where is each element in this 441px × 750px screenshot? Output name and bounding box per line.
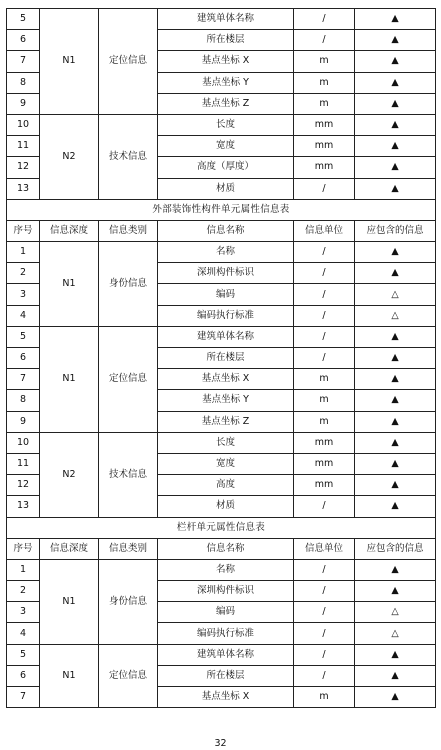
required-mark: ▲ <box>355 432 436 453</box>
required-mark: ▲ <box>355 348 436 369</box>
table-body <box>7 9 436 708</box>
info-unit: / <box>294 644 355 665</box>
info-unit: / <box>294 581 355 602</box>
info-unit: m <box>294 51 355 72</box>
info-name: 名称 <box>158 242 294 263</box>
info-name: 基点坐标 X <box>158 51 294 72</box>
required-mark: △ <box>355 623 436 644</box>
table-header-row <box>7 220 436 241</box>
row-number: 13 <box>7 178 40 199</box>
required-mark: ▲ <box>355 475 436 496</box>
column-header: 信息类别 <box>99 220 158 241</box>
required-mark: ▲ <box>355 496 436 517</box>
row-number: 6 <box>7 30 40 51</box>
info-name: 编码执行标准 <box>158 623 294 644</box>
table-header-row <box>7 538 436 559</box>
required-mark: ▲ <box>355 411 436 432</box>
row-number: 8 <box>7 390 40 411</box>
row-number: 5 <box>7 644 40 665</box>
table-row <box>7 644 436 665</box>
row-number: 3 <box>7 602 40 623</box>
info-category: 定位信息 <box>99 326 158 432</box>
info-depth: N1 <box>40 644 99 708</box>
info-category: 定位信息 <box>99 9 158 115</box>
info-unit: m <box>294 390 355 411</box>
info-name: 所在楼层 <box>158 665 294 686</box>
row-number: 4 <box>7 305 40 326</box>
row-number: 12 <box>7 475 40 496</box>
info-category: 身份信息 <box>99 242 158 327</box>
info-unit: / <box>294 348 355 369</box>
row-number: 3 <box>7 284 40 305</box>
info-name: 基点坐标 Y <box>158 72 294 93</box>
column-header: 序号 <box>7 220 40 241</box>
table-row <box>7 114 436 135</box>
info-unit: / <box>294 263 355 284</box>
required-mark: ▲ <box>355 72 436 93</box>
table-row <box>7 559 436 580</box>
info-unit: / <box>294 305 355 326</box>
info-depth: N1 <box>40 9 99 115</box>
info-unit: / <box>294 326 355 347</box>
required-mark: ▲ <box>355 369 436 390</box>
info-name: 长度 <box>158 432 294 453</box>
info-depth: N1 <box>40 242 99 327</box>
column-header: 信息单位 <box>294 538 355 559</box>
row-number: 7 <box>7 369 40 390</box>
row-number: 12 <box>7 157 40 178</box>
table-row <box>7 9 436 30</box>
row-number: 8 <box>7 72 40 93</box>
info-unit: / <box>294 665 355 686</box>
required-mark: ▲ <box>355 114 436 135</box>
info-name: 名称 <box>158 559 294 580</box>
info-unit: / <box>294 284 355 305</box>
required-mark: ▲ <box>355 581 436 602</box>
required-mark: ▲ <box>355 263 436 284</box>
info-unit: m <box>294 93 355 114</box>
info-unit: m <box>294 687 355 708</box>
attribute-info-table <box>6 8 436 708</box>
info-name: 深圳构件标识 <box>158 581 294 602</box>
column-header: 信息深度 <box>40 538 99 559</box>
info-unit: / <box>294 559 355 580</box>
info-name: 编码 <box>158 284 294 305</box>
row-number: 11 <box>7 453 40 474</box>
info-name: 基点坐标 X <box>158 687 294 708</box>
info-name: 建筑单体名称 <box>158 326 294 347</box>
row-number: 6 <box>7 348 40 369</box>
required-mark: ▲ <box>355 326 436 347</box>
table-title-row <box>7 517 436 538</box>
info-name: 编码执行标准 <box>158 305 294 326</box>
info-category: 定位信息 <box>99 644 158 708</box>
required-mark: ▲ <box>355 93 436 114</box>
required-mark: ▲ <box>355 559 436 580</box>
info-category: 身份信息 <box>99 559 158 644</box>
required-mark: △ <box>355 305 436 326</box>
row-number: 13 <box>7 496 40 517</box>
info-unit: m <box>294 411 355 432</box>
required-mark: ▲ <box>355 687 436 708</box>
info-unit: / <box>294 9 355 30</box>
row-number: 2 <box>7 263 40 284</box>
required-mark: △ <box>355 284 436 305</box>
page-number: 32 <box>214 738 227 749</box>
info-name: 长度 <box>158 114 294 135</box>
required-mark: ▲ <box>355 136 436 157</box>
info-unit: mm <box>294 114 355 135</box>
info-name: 材质 <box>158 496 294 517</box>
info-unit: mm <box>294 475 355 496</box>
required-mark: ▲ <box>355 157 436 178</box>
row-number: 5 <box>7 9 40 30</box>
info-name: 宽度 <box>158 453 294 474</box>
info-name: 高度（厚度） <box>158 157 294 178</box>
row-number: 4 <box>7 623 40 644</box>
row-number: 5 <box>7 326 40 347</box>
info-unit: mm <box>294 432 355 453</box>
info-name: 宽度 <box>158 136 294 157</box>
required-mark: ▲ <box>355 51 436 72</box>
info-name: 编码 <box>158 602 294 623</box>
info-name: 基点坐标 Z <box>158 411 294 432</box>
row-number: 2 <box>7 581 40 602</box>
row-number: 9 <box>7 411 40 432</box>
info-unit: / <box>294 178 355 199</box>
info-name: 深圳构件标识 <box>158 263 294 284</box>
table-title: 栏杆单元属性信息表 <box>7 517 436 538</box>
info-depth: N1 <box>40 326 99 432</box>
table-title: 外部装饰性构件单元属性信息表 <box>7 199 436 220</box>
info-depth: N2 <box>40 432 99 517</box>
info-name: 所在楼层 <box>158 30 294 51</box>
required-mark: ▲ <box>355 665 436 686</box>
row-number: 9 <box>7 93 40 114</box>
info-name: 所在楼层 <box>158 348 294 369</box>
info-category: 技术信息 <box>99 114 158 199</box>
required-mark: ▲ <box>355 9 436 30</box>
info-unit: / <box>294 623 355 644</box>
info-name: 基点坐标 Y <box>158 390 294 411</box>
info-unit: mm <box>294 453 355 474</box>
column-header: 序号 <box>7 538 40 559</box>
info-unit: / <box>294 242 355 263</box>
info-name: 基点坐标 X <box>158 369 294 390</box>
column-header: 信息单位 <box>294 220 355 241</box>
info-unit: m <box>294 369 355 390</box>
info-unit: / <box>294 30 355 51</box>
row-number: 10 <box>7 432 40 453</box>
column-header: 信息名称 <box>158 538 294 559</box>
required-mark: ▲ <box>355 242 436 263</box>
row-number: 6 <box>7 665 40 686</box>
info-name: 建筑单体名称 <box>158 9 294 30</box>
column-header: 信息名称 <box>158 220 294 241</box>
info-name: 高度 <box>158 475 294 496</box>
row-number: 1 <box>7 559 40 580</box>
required-mark: ▲ <box>355 30 436 51</box>
info-unit: m <box>294 72 355 93</box>
info-name: 材质 <box>158 178 294 199</box>
required-mark: ▲ <box>355 178 436 199</box>
required-mark: △ <box>355 602 436 623</box>
required-mark: ▲ <box>355 390 436 411</box>
info-depth: N2 <box>40 114 99 199</box>
column-header: 信息深度 <box>40 220 99 241</box>
table-title-row <box>7 199 436 220</box>
info-unit: / <box>294 496 355 517</box>
row-number: 7 <box>7 51 40 72</box>
row-number: 10 <box>7 114 40 135</box>
info-name: 基点坐标 Z <box>158 93 294 114</box>
info-unit: mm <box>294 136 355 157</box>
table-row <box>7 432 436 453</box>
row-number: 11 <box>7 136 40 157</box>
info-depth: N1 <box>40 559 99 644</box>
table-row <box>7 242 436 263</box>
column-header: 信息类别 <box>99 538 158 559</box>
info-name: 建筑单体名称 <box>158 644 294 665</box>
row-number: 1 <box>7 242 40 263</box>
column-header: 应包含的信息 <box>355 220 436 241</box>
info-category: 技术信息 <box>99 432 158 517</box>
row-number: 7 <box>7 687 40 708</box>
required-mark: ▲ <box>355 453 436 474</box>
info-unit: mm <box>294 157 355 178</box>
info-unit: / <box>294 602 355 623</box>
required-mark: ▲ <box>355 644 436 665</box>
column-header: 应包含的信息 <box>355 538 436 559</box>
table-row <box>7 326 436 347</box>
